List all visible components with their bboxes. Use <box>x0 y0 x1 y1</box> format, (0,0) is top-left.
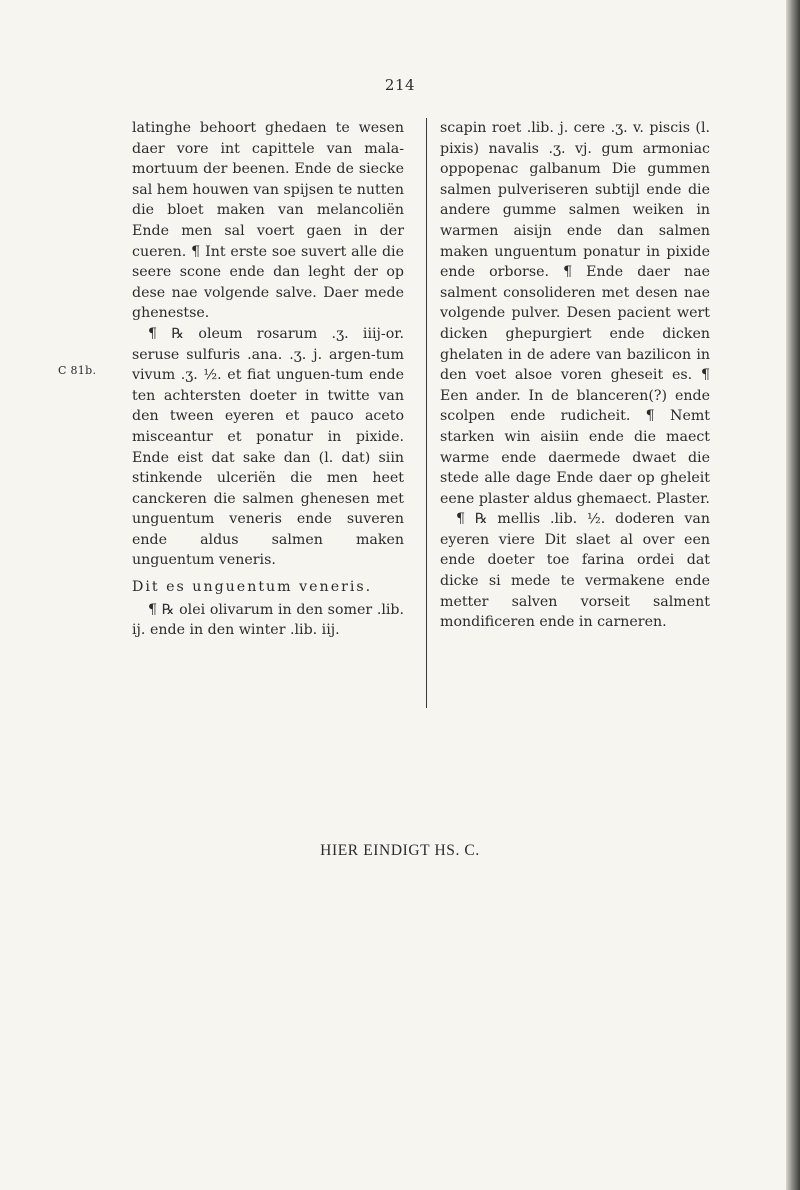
left-paragraph-3: ¶ ℞ olei olivarum in den somer .lib. ij. ende in den winter .lib. iij. <box>132 601 404 639</box>
page-edge-shadow <box>786 0 800 1190</box>
page-footer: HIER EINDIGT HS. C. <box>320 842 480 859</box>
section-heading: Dit es unguentum veneris. <box>132 579 373 596</box>
left-paragraph-1: latinghe behoort ghedaen te wesen daer vore int capittele van mala-mortuum der beenen. Ende de siecke sal hem houwen van spijsen te nutten die bloet maken van melancoliën Ende men sal voert gaen in der cueren. ¶ Int erste soe suvert alle die seere scone ende dan leght der op dese nae volgende salve. Daer mede ghenestse. <box>132 120 404 322</box>
right-paragraph-2: ¶ ℞ mellis .lib. ½. doderen van eyeren viere Dit slaet al over een ende doeter toe farina ordei dat dicke si mede te vermakene ende metter salven vorseit salment mondificeren ende in carneren. <box>440 511 710 631</box>
margin-note: C 81b. <box>58 364 97 377</box>
column-divider <box>426 118 427 708</box>
left-paragraph-2: ¶ ℞ oleum rosarum .ʒ. iiij-or. seruse sulfuris .ana. .ʒ. j. argen-tum vivum .ʒ. ½. et fiat unguen-tum ende ten achtersten doeter in twitte van den tween eyeren et pauco aceto misceantur et ponatur in pixide. Ende eist dat sake dan (l. dat) siin stinkende ulceriën die men heet canckeren die salmen ghenesen met unguentum veneris ende suveren ende aldus salmen maken unguentum veneris. <box>132 325 404 569</box>
right-paragraph-1: scapin roet .lib. j. cere .ʒ. v. piscis (l. pixis) navalis .ʒ. vj. gum armoniac oppopenac galbanum Die gummen salmen pulveriseren subtijl ende die andere gumme salmen weiken in warmen aisijn ende dan salmen maken unguentum ponatur in pixide ende orborse. ¶ Ende daer nae salment consolideren met desen nae volgende pulver. Desen pacient wert dicken ghepurgiert ende dicken ghelaten in de adere van bazilicon in den voet alsoe voren gheseit es. ¶ Een ander. In de blanceren(?) ende scolpen ende rudicheit. ¶ Nemt starken win aisiin ende die maect warme ende daermede dwaet die stede alle dage Ende daer op gheleit eene plaster aldus ghemaect. Plaster. <box>440 120 710 507</box>
right-column <box>440 118 710 633</box>
left-column <box>132 118 404 641</box>
page-number: 214 <box>384 76 416 94</box>
